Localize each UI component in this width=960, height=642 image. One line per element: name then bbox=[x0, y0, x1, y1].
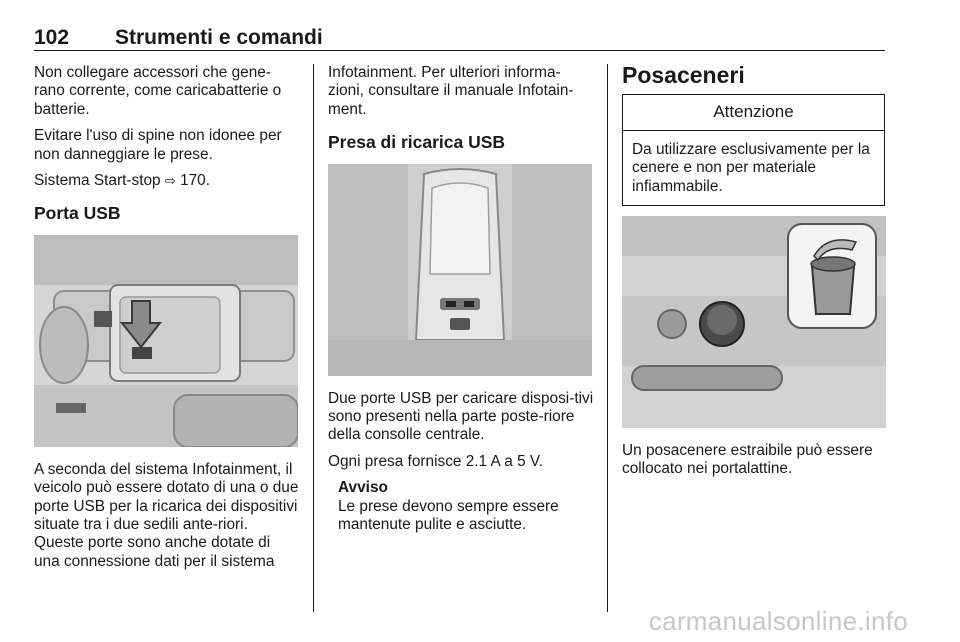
paragraph-power: Ogni presa fornisce 2.1 A a 5 V. bbox=[328, 452, 544, 470]
column-1 bbox=[34, 64, 300, 579]
warning-box bbox=[622, 94, 885, 206]
notice-title: Avviso bbox=[338, 479, 388, 497]
figure-rear-usb bbox=[328, 164, 592, 376]
watermark bbox=[0, 606, 960, 637]
page-number: 102 bbox=[34, 26, 70, 49]
paragraph-usb-description: A seconda del sistema Infotainment, il veicolo può essere dotato di una o due porte USB per la ricarica dei dispositivi situate tra i due sedili ante-riori. Queste porte sono anche dotate di una connessione dati per il sistema bbox=[34, 460, 299, 570]
paragraph-infotainment: Infotainment. Per ulteriori informa-zioni, consultare il manuale Infotain-ment. bbox=[328, 64, 574, 118]
paragraph-start-stop bbox=[34, 172, 300, 190]
start-stop-page: 170. bbox=[180, 172, 211, 190]
notice-body: Le prese devono sempre essere mantenute pulite e asciutte. bbox=[338, 497, 559, 534]
ashtray-illustration bbox=[622, 216, 886, 428]
paragraph-plugs: Evitare l'uso di spine non idonee per non danneggiare le prese. bbox=[34, 127, 282, 163]
figure-ashtray bbox=[622, 216, 886, 428]
paragraph-ashtray: Un posacenere estraibile può essere collocato nei portalattine. bbox=[622, 442, 873, 478]
page-reference-icon: ⇨ bbox=[164, 173, 176, 189]
heading-ashtray: Posaceneri bbox=[622, 62, 745, 88]
column-2 bbox=[328, 64, 594, 534]
usb-port-illustration bbox=[34, 235, 298, 447]
column-divider-1 bbox=[313, 64, 314, 612]
rear-console-illustration bbox=[328, 164, 592, 376]
heading-usb-charging: Presa di ricarica USB bbox=[328, 132, 506, 153]
paragraph-accessories: Non collegare accessori che gene-rano corrente, come caricabatterie o batterie. bbox=[34, 64, 282, 118]
chapter-title: Strumenti e comandi bbox=[115, 26, 323, 49]
paragraph-rear-usb: Due porte USB per caricare disposi-tivi sono presenti nella parte poste-riore della consolle centrale. bbox=[328, 389, 594, 444]
notice-box bbox=[328, 479, 594, 534]
start-stop-text: Sistema Start-stop bbox=[34, 172, 165, 190]
watermark-text: carmanualsonline.info bbox=[648, 606, 908, 636]
warning-body: Da utilizzare esclusivamente per la cenere e non per materiale infiammabile. bbox=[632, 140, 870, 195]
heading-usb-port: Porta USB bbox=[34, 203, 121, 224]
page-header bbox=[34, 24, 885, 51]
column-divider-2 bbox=[607, 64, 608, 612]
figure-usb-port bbox=[34, 235, 298, 447]
warning-title: Attenzione bbox=[623, 95, 884, 130]
column-3 bbox=[622, 64, 888, 487]
